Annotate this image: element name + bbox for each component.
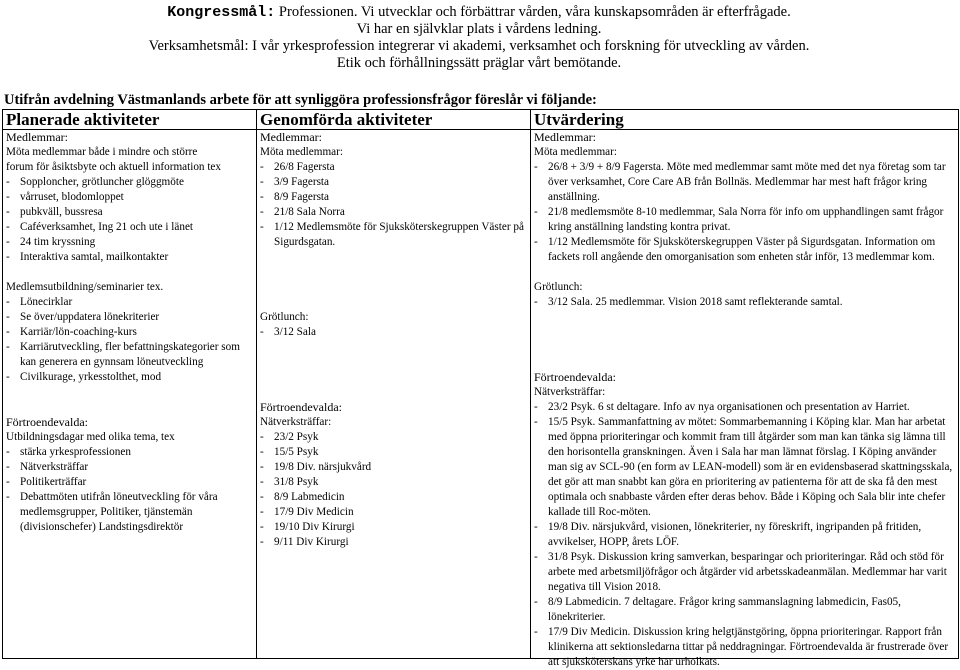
list-item: - 31/8 Psyk. Diskussion kring samverkan, besparingar och prioriteringar. Råd och stöd för arbete med arbetsmiljöfrågor och åtgärder vid arbetsskadeanmälan. Medlemmar har varit negativa till Vision 2018. [534, 551, 947, 593]
col-header-done: Genomförda aktiviteter [257, 110, 531, 130]
list-item: - vårruset, blodomloppet [6, 191, 124, 203]
planned-medlemmar-label: Medlemmar: [6, 130, 68, 144]
list-item: - Interaktiva samtal, mailkontakter [6, 251, 169, 263]
planned-cell [3, 130, 257, 659]
list-item: - Caféverksamhet, Ing 21 och ute i länet [6, 221, 194, 233]
eval-fortroende-label: Förtroendevalda: [534, 370, 616, 384]
list-item: - 31/8 Psyk [260, 476, 319, 488]
list-item: - Nätverksträffar [6, 461, 89, 473]
page-header [4, 4, 954, 72]
intro-heading: Utifrån avdelning Västmanlands arbete för att synliggöra professionsfrågor föreslår vi följande: [4, 92, 597, 108]
eval-grot-label: Grötlunch: [534, 281, 583, 293]
list-item: - 26/8 + 3/9 + 8/9 Fagersta. Möte med medlemmar samt möte med det nya företag som tar över verksamhet, Core Care AB från Bollnäs. Medlemmar har mest haft frågor kring anställning. [534, 161, 946, 203]
list-item: - 8/9 Labmedicin [260, 491, 345, 503]
list-item: - 17/9 Div Medicin. Diskussion kring helgtjänstgöring, öppna prioriteringar. Rapport från klinikerna att sektionsledarna tittar på neddragningar. Förtroendevalda är frustrerade över att sjuksköterskans yrke har urholkats. [534, 626, 949, 668]
done-cell [257, 130, 531, 659]
verksamhet-line-1: Verksamhetsmål: I vår yrkesprofession integrerar vi akademi, verksamhet och forskning för utveckling av vården. [148, 38, 810, 54]
done-grot-label: Grötlunch: [260, 311, 309, 323]
list-item: - 3/12 Sala [260, 326, 316, 338]
activity-table [2, 109, 959, 668]
list-item: - 3/9 Fagersta [260, 176, 329, 188]
kongress-goal [4, 4, 954, 21]
col-header-planned: Planerade aktiviteter [3, 110, 257, 130]
done-fortroende-intro: Nätverksträffar: [260, 416, 332, 428]
list-item: - Politikerträffar [6, 476, 87, 488]
list-item: - 8/9 Fagersta [260, 191, 329, 203]
list-item: - 21/8 Sala Norra [260, 206, 345, 218]
table-row [3, 130, 959, 659]
verksamhet-line-2: Etik och förhållningssätt präglar vårt bemötande. [336, 55, 622, 71]
list-item: - 8/9 Labmedicin. 7 deltagare. Frågor kring sammanslagning labmedicin, Fas05, lönekriterier. [534, 596, 901, 623]
planned-utbildning-label: Medlemsutbildning/seminarier tex. [6, 281, 164, 293]
list-item: - Civilkurage, yrkesstolthet, mod [6, 371, 162, 383]
list-item: - Karriärutveckling, fler befattningskategorier som kan generera en gynnsam löneutveckling [6, 341, 240, 368]
list-item: - 15/5 Psyk. Sammanfattning av mötet: Sommarbemanning i Köping klar. Man har arbetat med öppna prioriteringar och kommit fram till åtgärder som man kan tänka sig lämna till den horisontella granskningen. Även i Sala har man lämnat förslag. I Köping använder man sig av SCL-90 (en form av LEAN-modell) som är en evidensbaserad skattningsskala, det gör att man snabbt kan göra en prioritering av patienterna för att de ska få den mest optimala och snabbaste vården efter deras behov. Både i Köping och Sala blir inte chefer kallade till Roc-möten. [534, 416, 953, 518]
kongress-line-1: Professionen. Vi utvecklar och förbättrar vården, våra kunskapsområden är efterfrågade. [278, 4, 791, 20]
list-item: - 19/8 Div. närsjukvård, visionen, lönekriterier, ny föreskrift, ingripanden på fritiden, avvikelser, HOPP, årets LÖF. [534, 521, 922, 548]
list-item: - 19/10 Div Kirurgi [260, 521, 355, 533]
table-header-row [3, 110, 959, 130]
list-item: - 24 tim kryssning [6, 236, 96, 248]
list-item: - Se över/uppdatera lönekriterier [6, 311, 160, 323]
list-item: - 1/12 Medlemsmöte för Sjuksköterskegruppen Väster på Sigurdsgatan. [260, 221, 524, 248]
list-item: - 26/8 Fagersta [260, 161, 335, 173]
eval-medlemmar-label: Medlemmar: [534, 130, 596, 144]
list-item: - 9/11 Div Kirurgi [260, 536, 349, 548]
eval-cell [531, 130, 959, 668]
list-item: - pubkväll, bussresa [6, 206, 103, 218]
list-item: - Sopploncher, grötluncher glöggmöte [6, 176, 184, 188]
eval-fortroende-intro: Nätverksträffar: [534, 386, 606, 398]
list-item: - 23/2 Psyk. 6 st deltagare. Info av nya organisationen och presentation av Harriet. [534, 401, 910, 413]
list-item: - Debattmöten utifrån löneutveckling för våra medlemsgrupper, Politiker, tjänstemän (divisionschefer) Landstingsdirektör [6, 491, 218, 533]
kongress-kicker: Kongressmål: [167, 4, 276, 21]
list-item: - 19/8 Div. närsjukvård [260, 461, 372, 473]
list-item: - 3/12 Sala. 25 medlemmar. Vision 2018 samt reflekterande samtal. [534, 296, 843, 308]
eval-medlemmar-intro: Möta medlemmar: [534, 146, 617, 158]
planned-fortroende-intro: Utbildningsdagar med olika tema, tex [6, 431, 175, 443]
list-item: - 15/5 Psyk [260, 446, 319, 458]
planned-medlemmar-intro-1: Möta medlemmar både i mindre och större [6, 146, 198, 158]
done-fortroende-label: Förtroendevalda: [260, 400, 342, 414]
list-item: - stärka yrkesprofessionen [6, 446, 131, 458]
planned-fortroende-label: Förtroendevalda: [6, 415, 88, 429]
list-item: - 23/2 Psyk [260, 431, 319, 443]
col-header-eval: Utvärdering [531, 110, 959, 130]
list-item: - 17/9 Div Medicin [260, 506, 354, 518]
list-item: - Lönecirklar [6, 296, 73, 308]
planned-medlemmar-intro-2: forum för åsiktsbyte och aktuell information tex [6, 161, 221, 173]
done-medlemmar-label: Medlemmar: [260, 130, 322, 144]
list-item: - 21/8 medlemsmöte 8-10 medlemmar, Sala Norra för info om upphandlingen samt frågor kring anställning landsting kontra privat. [534, 206, 944, 233]
done-medlemmar-intro: Möta medlemmar: [260, 146, 343, 158]
list-item: - Karriär/lön-coaching-kurs [6, 326, 137, 338]
list-item: - 1/12 Medlemsmöte för Sjuksköterskegruppen Väster på Sigurdsgatan. Information om fackets roll angående den omorganisation som enheten står inför, 13 medlemmar kom. [534, 236, 936, 263]
kongress-line-2: Vi har en självklar plats i vårdens ledning. [356, 21, 602, 37]
